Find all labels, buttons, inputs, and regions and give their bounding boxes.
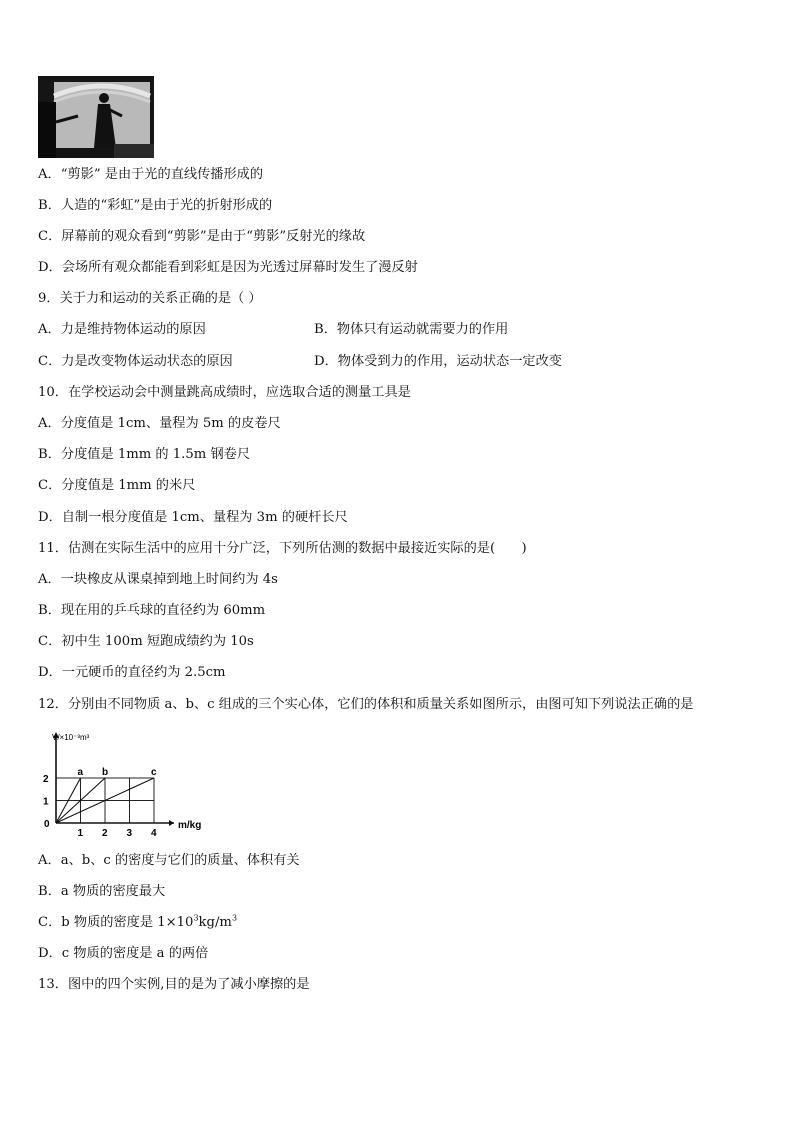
q10-stem: 10．在学校运动会中测量跳高成绩时，应选取合适的测量工具是: [38, 385, 411, 400]
q12-option-c-text: C．b 物质的密度是 1×10: [38, 915, 194, 930]
volume-mass-graph: [36, 728, 216, 840]
q8-option-c: C．屏幕前的观众看到“剪影”是由于“剪影”反射光的缘故: [38, 229, 366, 244]
x-axis-arrow: [169, 820, 174, 826]
q8-option-a: A．“剪影” 是由于光的直线传播形成的: [38, 167, 264, 182]
x-tick-label: 2: [102, 828, 108, 839]
q11-option-c: C．初中生 100m 短跑成绩约为 10s: [38, 634, 254, 649]
y-axis-label: V/×10⁻³m³: [52, 733, 90, 742]
q13-stem: 13．图中的四个实例,目的是为了减小摩擦的是: [38, 977, 310, 992]
q12-option-d: D．c 物质的密度是 a 的两倍: [38, 946, 209, 961]
series-label-c: c: [151, 767, 157, 778]
x-tick-label: 1: [77, 828, 84, 839]
q11-option-a: A．一块橡皮从课桌掉到地上时间约为 4s: [38, 572, 278, 587]
q12-option-a: A．a、b、c 的密度与它们的质量、体积有关: [38, 853, 300, 868]
graph-series: [56, 767, 157, 823]
q12-option-c-unit: kg/m: [198, 915, 232, 930]
silhouette-photo: [38, 76, 154, 158]
series-label-a: a: [77, 767, 84, 778]
q11-option-d: D．一元硬币的直径约为 2.5cm: [38, 665, 226, 680]
q9-option-a: A．力是维持物体运动的原因: [38, 322, 206, 337]
graph-axes: [53, 732, 174, 826]
q11-stem: 11．估测在实际生活中的应用十分广泛，下列所估测的数据中最接近实际的是( ): [38, 541, 527, 556]
q9-option-c: C．力是改变物体运动状态的原因: [38, 354, 233, 369]
q12-option-c-unit-exp: 3: [231, 913, 238, 923]
q12-stem: 12．分别由不同物质 a、b、c 组成的三个实心体，它们的体积和质量关系如图所示，由图可知下列说法正确的是: [38, 697, 694, 712]
y-tick-label: 2: [43, 774, 49, 785]
x-tick-label: 3: [126, 828, 133, 839]
q12-option-c: [38, 914, 237, 932]
q12-option-b: B．a 物质的密度最大: [38, 884, 166, 899]
q10-option-d: D．自制一根分度值是 1cm、量程为 3m 的硬杆长尺: [38, 510, 348, 525]
q11-option-b: B．现在用的乒乓球的直径约为 60mm: [38, 603, 266, 618]
q10-option-b: B．分度值是 1mm 的 1.5m 钢卷尺: [38, 447, 251, 462]
y-tick-label: 1: [43, 796, 49, 808]
graph-ticks: [43, 774, 157, 839]
q9-option-b: B．物体只有运动就需要力的作用: [314, 322, 509, 337]
q8-option-b: B．人造的“彩虹”是由于光的折射形成的: [38, 198, 273, 213]
q10-option-c: C．分度值是 1mm 的米尺: [38, 478, 196, 493]
series-label-b: b: [102, 767, 109, 778]
x-axis-label: m/kg: [178, 820, 202, 831]
q9-stem: 9．关于力和运动的关系正确的是（ ）: [38, 291, 262, 306]
q9-option-d: D．物体受到力的作用，运动状态一定改变: [314, 354, 562, 369]
x-tick-label: 0: [44, 819, 50, 830]
q8-option-d: D．会场所有观众都能看到彩虹是因为光透过屏幕时发生了漫反射: [38, 260, 418, 275]
q10-option-a: A．分度值是 1cm、量程为 5m 的皮卷尺: [38, 416, 281, 431]
x-tick-label: 4: [151, 828, 157, 839]
q12-option-c-exp: 3: [193, 913, 199, 923]
